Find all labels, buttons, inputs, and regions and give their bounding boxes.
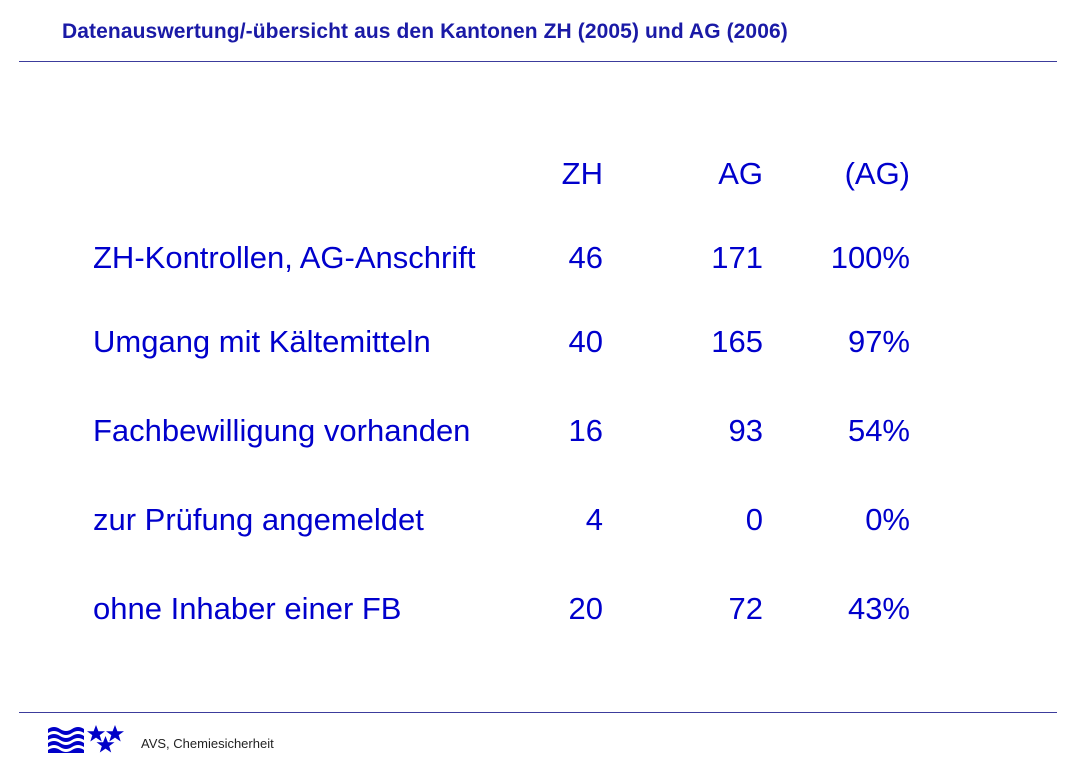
row-value-ag-percent: 54%	[847, 413, 910, 448]
row-label: ZH-Kontrollen, AG-Anschrift	[93, 240, 476, 275]
row-value-zh: 20	[568, 591, 603, 626]
row-value-zh: 46	[568, 240, 603, 275]
row-label: Fachbewilligung vorhanden	[93, 413, 471, 448]
footer-organization: AVS, Chemiesicherheit	[141, 736, 274, 751]
row-label: Umgang mit Kältemitteln	[93, 324, 431, 359]
row-value-zh: 4	[585, 502, 603, 537]
row-value-ag-percent: 43%	[847, 591, 910, 626]
canton-aargau-waves-stars-icon	[46, 723, 124, 753]
page-title: Datenauswertung/-übersicht aus den Kantonen ZH (2005) und AG (2006)	[62, 20, 788, 43]
row-value-ag-percent: 100%	[830, 240, 910, 275]
row-value-zh: 16	[568, 413, 603, 448]
row-value-ag: 165	[711, 324, 763, 359]
column-header-ag: AG	[718, 156, 763, 191]
row-value-ag-percent: 97%	[847, 324, 910, 359]
row-value-ag-percent: 0%	[865, 502, 910, 537]
row-value-ag: 171	[711, 240, 763, 275]
row-value-ag: 72	[728, 591, 763, 626]
row-label: zur Prüfung angemeldet	[93, 502, 424, 537]
row-value-ag: 0	[745, 502, 763, 537]
column-header-zh: ZH	[561, 156, 603, 191]
row-value-zh: 40	[568, 324, 603, 359]
row-label: ohne Inhaber einer FB	[93, 591, 402, 626]
row-value-ag: 93	[728, 413, 763, 448]
column-header-ag-percent: (AG)	[844, 156, 910, 191]
footer-divider	[19, 712, 1057, 713]
header-divider	[19, 61, 1057, 62]
